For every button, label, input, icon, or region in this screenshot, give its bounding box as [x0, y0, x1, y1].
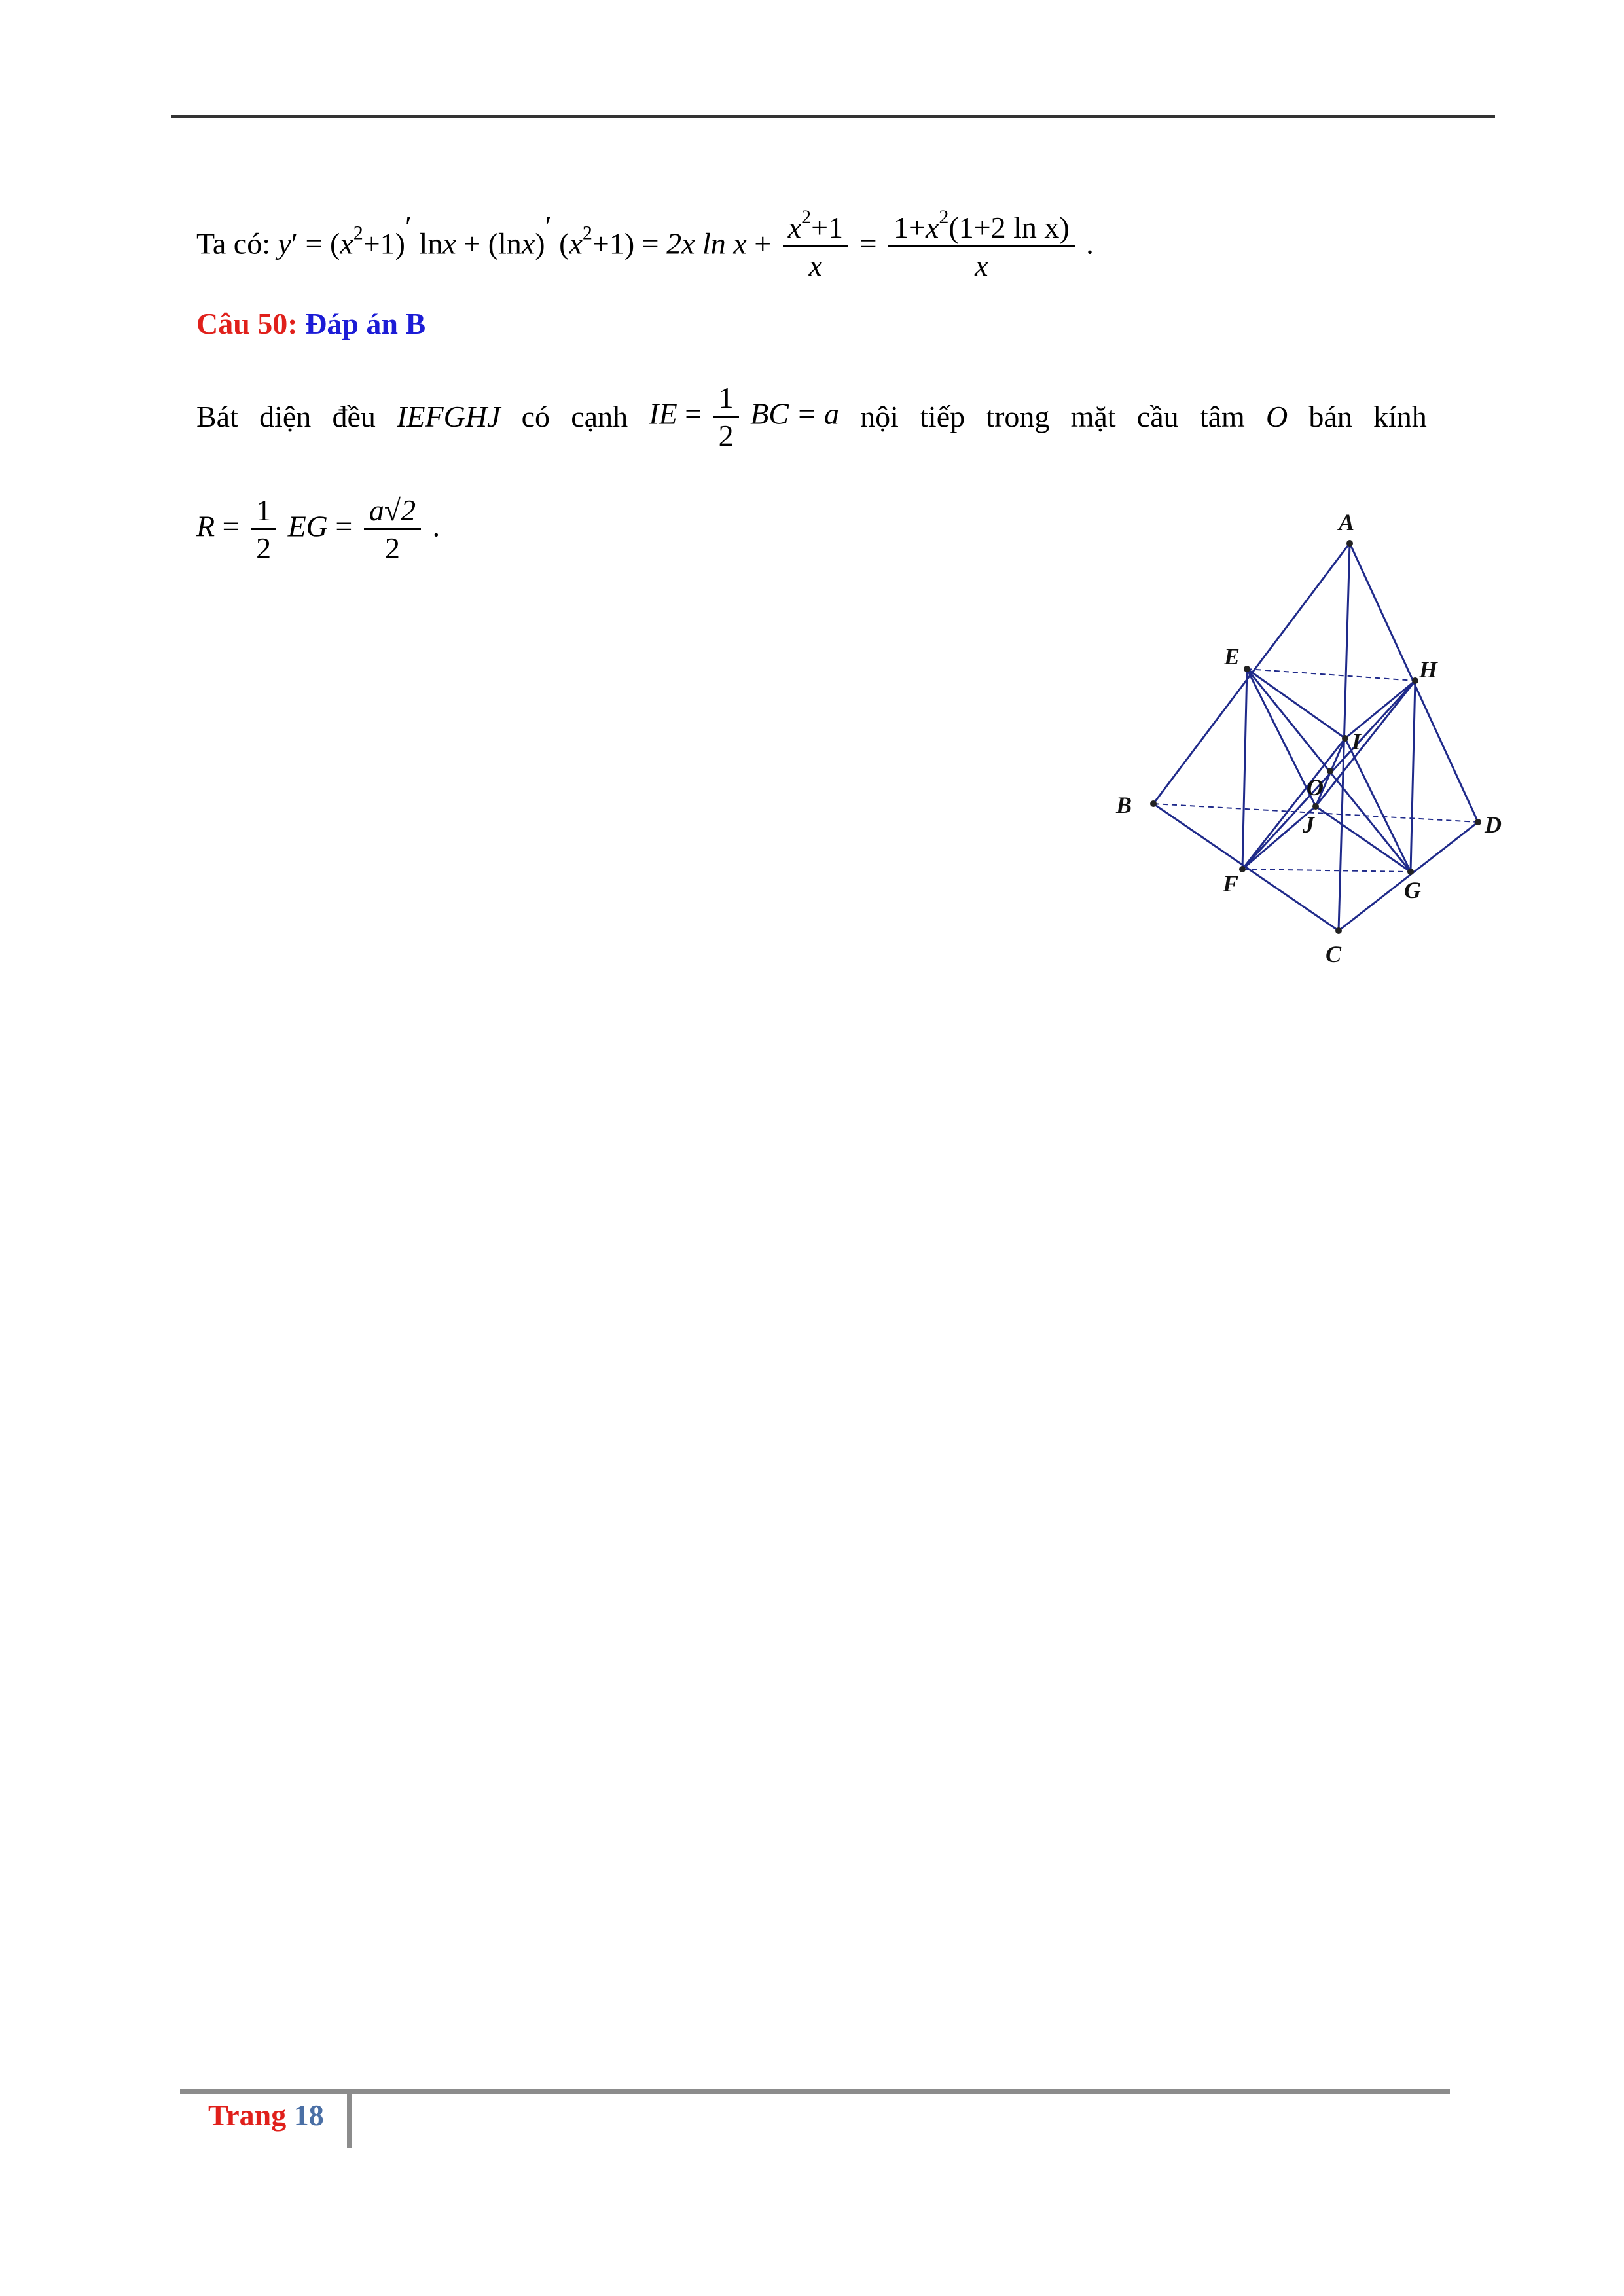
answer-label: Đáp án B [305, 307, 426, 340]
dashed-edge-FG [1242, 869, 1411, 872]
edge-HJ [1316, 681, 1415, 806]
label-I: I [1352, 728, 1362, 755]
fraction-2: $\frac{1+x^2(1+2 \ln x)}{x}$ [888, 209, 1075, 283]
edge-CD [1339, 822, 1478, 931]
point-F [1239, 866, 1246, 872]
point-H [1412, 677, 1418, 684]
edge-EF [1242, 669, 1247, 869]
label-A: A [1339, 509, 1355, 535]
point-A [1346, 540, 1353, 547]
point-G [1407, 869, 1414, 875]
question-number: Câu 50: [196, 307, 298, 340]
footer-rule [180, 2089, 1450, 2094]
label-B: B [1116, 792, 1132, 818]
label-J: J [1303, 812, 1314, 838]
half-fraction: $\frac{1}{2}$ [713, 380, 739, 454]
edge-formula: IE = $\frac{1}{2}$ BC = a [649, 380, 839, 454]
edge-HG [1411, 681, 1415, 872]
label-C: C [1326, 941, 1342, 967]
label-O: O [1307, 774, 1324, 800]
edge-IF [1242, 738, 1345, 869]
fraction-1: $\frac{x^2+1}{x}$ [783, 209, 848, 283]
footer-divider [347, 2092, 352, 2148]
radius-value-fraction: $\frac{a√2}{2}$ [364, 492, 421, 566]
point-C [1335, 927, 1342, 934]
radius-line: R = $\frac{1}{2}$ EG = $\frac{a√2}{2}$ . [196, 492, 440, 566]
point-E [1244, 666, 1250, 672]
edge-EI [1247, 669, 1345, 738]
label-H: H [1419, 656, 1438, 683]
dashed-edge-EH [1247, 669, 1415, 681]
label-F: F [1223, 870, 1239, 897]
point-O [1327, 768, 1333, 774]
point-D [1475, 819, 1481, 825]
edge-GJ [1316, 806, 1411, 872]
page-footer: Trang 18 [208, 2098, 324, 2132]
radius-half-fraction: $\frac{1}{2}$ [251, 492, 276, 566]
explanation-line-1: Bát diện đều IEFGHJ có cạnh IE = $\frac{1}{2}$ BC = a nội tiếp trong mặt cầu tâm O bán kính [196, 380, 1427, 454]
point-I [1342, 735, 1348, 742]
label-G: G [1404, 877, 1421, 903]
point-J [1312, 803, 1319, 810]
derivative-line: Ta có: $y' = (x^2+1)'$ lnx + (lnx)′ $(x^2+1) = 2x$ ln x + $\frac{x^2+1}{x}$ = $\frac{1+x^2(1+2 \ln x)}{x}$ . [196, 209, 1094, 283]
solid-name: IEFGHJ [397, 400, 501, 434]
label-E: E [1224, 643, 1240, 670]
label-D: D [1485, 812, 1502, 838]
derivative-prefix: Ta có: [196, 226, 271, 260]
page-number: 18 [293, 2098, 324, 2132]
point-B [1150, 800, 1157, 807]
edge-EJ [1247, 669, 1316, 806]
